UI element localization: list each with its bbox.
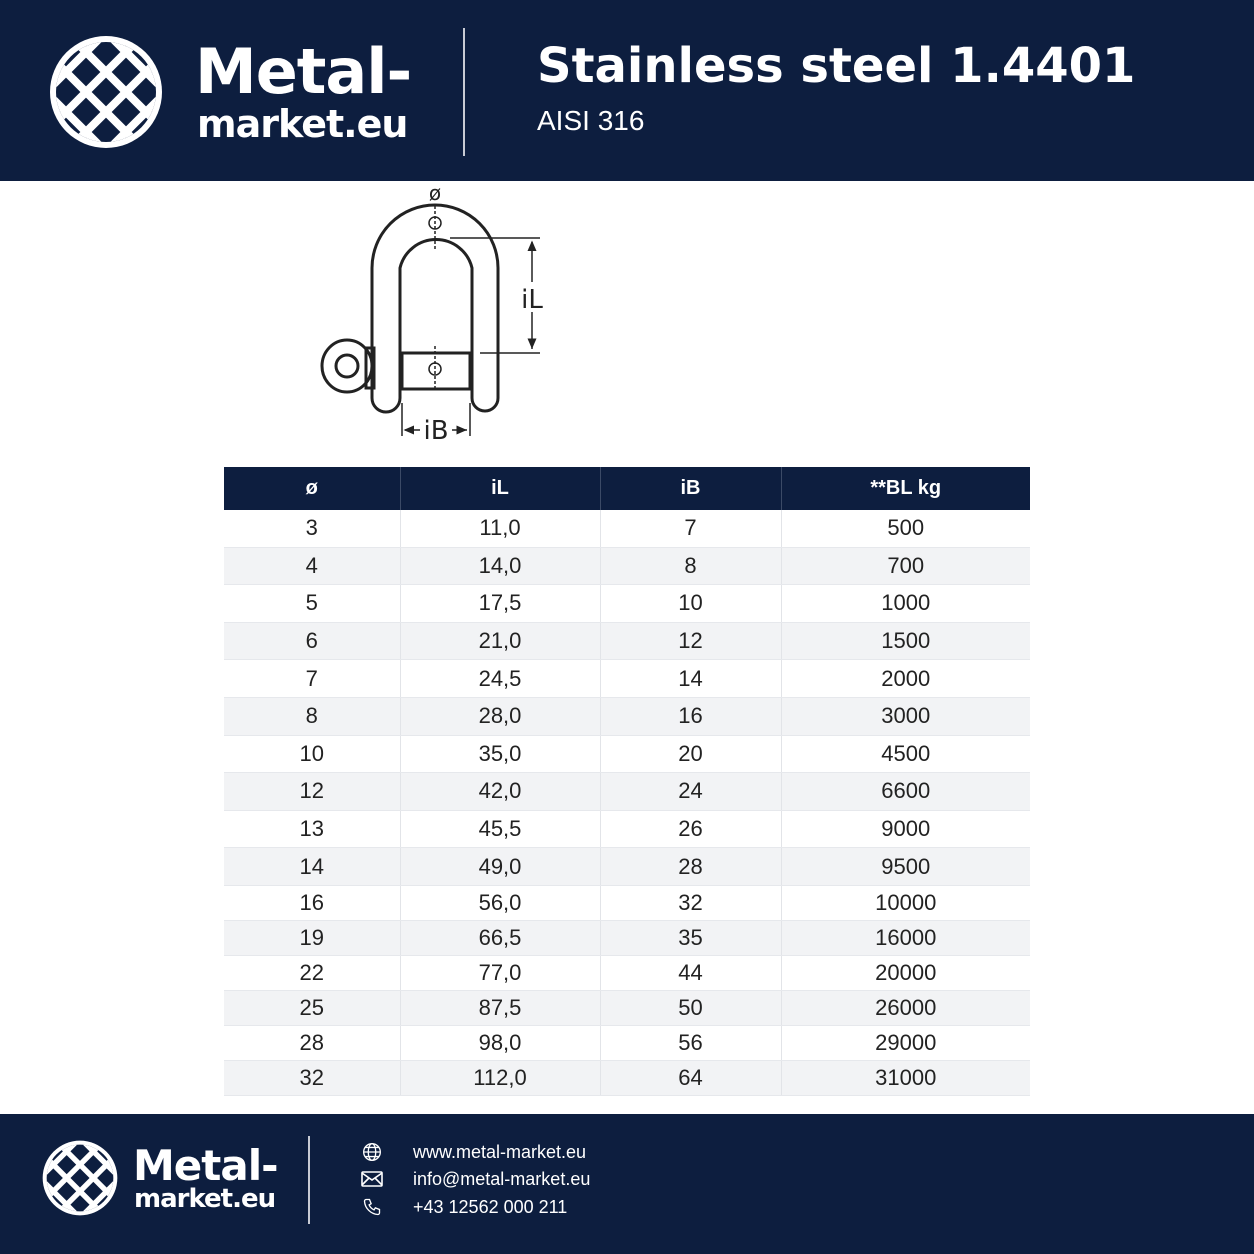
footer-banner [0, 1114, 1254, 1254]
cell-diameter: 4 [224, 547, 400, 585]
cell-inner-length: 14,0 [400, 547, 600, 585]
cell-inner-length: 21,0 [400, 622, 600, 660]
cell-diameter: 8 [224, 697, 400, 735]
cell-inner-width: 7 [600, 510, 781, 547]
cell-diameter: 5 [224, 585, 400, 623]
table-header-row [224, 467, 1030, 510]
table-row [224, 1025, 1030, 1060]
cell-inner-length: 56,0 [400, 885, 600, 920]
cell-diameter: 32 [224, 1060, 400, 1095]
table-row [224, 810, 1030, 848]
cell-breaking-load: 2000 [781, 660, 1030, 698]
cell-inner-length: 42,0 [400, 773, 600, 811]
cell-inner-width: 12 [600, 622, 781, 660]
table-row [224, 547, 1030, 585]
brand-domain: market.eu [197, 102, 408, 146]
page-subtitle: AISI 316 [537, 105, 645, 136]
cell-inner-width: 50 [600, 990, 781, 1025]
cell-breaking-load: 6600 [781, 773, 1030, 811]
cell-inner-length: 11,0 [400, 510, 600, 547]
cell-inner-length: 66,5 [400, 920, 600, 955]
table-row [224, 510, 1030, 547]
cell-diameter: 13 [224, 810, 400, 848]
cell-breaking-load: 500 [781, 510, 1030, 547]
cell-breaking-load: 9000 [781, 810, 1030, 848]
cell-inner-width: 35 [600, 920, 781, 955]
cell-breaking-load: 26000 [781, 990, 1030, 1025]
cell-diameter: 28 [224, 1025, 400, 1060]
mail-icon [360, 1169, 384, 1189]
footer-logo-icon [40, 1138, 120, 1218]
table-row [224, 955, 1030, 990]
cell-breaking-load: 4500 [781, 735, 1030, 773]
website-link[interactable]: www.metal-market.eu [413, 1142, 587, 1162]
table-row [224, 697, 1030, 735]
cell-inner-width: 56 [600, 1025, 781, 1060]
footer-brand-domain: market.eu [134, 1184, 276, 1214]
cell-inner-width: 14 [600, 660, 781, 698]
spec-table [224, 467, 1030, 1096]
cell-breaking-load: 9500 [781, 848, 1030, 886]
cell-diameter: 3 [224, 510, 400, 547]
cell-inner-length: 35,0 [400, 735, 600, 773]
table-row [224, 920, 1030, 955]
footer-divider [308, 1136, 310, 1224]
shackle-diagram [310, 178, 560, 446]
cell-diameter: 7 [224, 660, 400, 698]
cell-inner-length: 28,0 [400, 697, 600, 735]
brand-logo-icon [46, 32, 166, 152]
cell-inner-length: 49,0 [400, 848, 600, 886]
cell-diameter: 14 [224, 848, 400, 886]
cell-inner-length: 112,0 [400, 1060, 600, 1095]
table-row [224, 735, 1030, 773]
cell-diameter: 10 [224, 735, 400, 773]
header-banner [0, 0, 1254, 181]
cell-diameter: 22 [224, 955, 400, 990]
table-row [224, 990, 1030, 1025]
cell-inner-length: 24,5 [400, 660, 600, 698]
email-link[interactable]: info@metal-market.eu [413, 1169, 591, 1189]
cell-inner-width: 8 [600, 547, 781, 585]
cell-diameter: 19 [224, 920, 400, 955]
brand-name: Metal- [195, 35, 412, 108]
inner-width-label: iB [423, 416, 449, 446]
cell-diameter: 25 [224, 990, 400, 1025]
diameter-marker [429, 206, 441, 391]
table-row [224, 848, 1030, 886]
phone-icon [360, 1197, 384, 1217]
cell-inner-width: 32 [600, 885, 781, 920]
cell-inner-length: 77,0 [400, 955, 600, 990]
cell-breaking-load: 1000 [781, 585, 1030, 623]
cell-breaking-load: 1500 [781, 622, 1030, 660]
column-header-inner-width: iB [600, 467, 781, 510]
cell-breaking-load: 700 [781, 547, 1030, 585]
table-row [224, 885, 1030, 920]
column-header-breaking-load: **BL kg [781, 467, 1030, 510]
shackle-outline [322, 205, 498, 412]
cell-breaking-load: 10000 [781, 885, 1030, 920]
table-row [224, 660, 1030, 698]
cell-inner-length: 17,5 [400, 585, 600, 623]
cell-breaking-load: 29000 [781, 1025, 1030, 1060]
cell-breaking-load: 31000 [781, 1060, 1030, 1095]
table-row [224, 622, 1030, 660]
cell-inner-width: 16 [600, 697, 781, 735]
cell-inner-width: 26 [600, 810, 781, 848]
cell-inner-width: 24 [600, 773, 781, 811]
cell-diameter: 6 [224, 622, 400, 660]
cell-inner-length: 98,0 [400, 1025, 600, 1060]
phone-link[interactable]: +43 12562 000 211 [413, 1197, 568, 1217]
cell-inner-length: 87,5 [400, 990, 600, 1025]
cell-inner-width: 10 [600, 585, 781, 623]
column-header-inner-length: iL [400, 467, 600, 510]
table-row [224, 585, 1030, 623]
table-row [224, 1060, 1030, 1095]
column-header-diameter: ø [224, 467, 400, 510]
cell-diameter: 12 [224, 773, 400, 811]
cell-inner-width: 64 [600, 1060, 781, 1095]
cell-diameter: 16 [224, 885, 400, 920]
footer-brand-name: Metal- [133, 1141, 278, 1190]
cell-breaking-load: 16000 [781, 920, 1030, 955]
cell-inner-width: 28 [600, 848, 781, 886]
inner-length-label: iL [521, 285, 543, 315]
cell-breaking-load: 20000 [781, 955, 1030, 990]
cell-inner-width: 20 [600, 735, 781, 773]
header-divider [463, 28, 465, 156]
table-row [224, 773, 1030, 811]
cell-breaking-load: 3000 [781, 697, 1030, 735]
globe-icon [360, 1142, 384, 1162]
diameter-label: ø [428, 181, 442, 205]
page-title: Stainless steel 1.4401 [537, 38, 1136, 94]
cell-inner-width: 44 [600, 955, 781, 990]
cell-inner-length: 45,5 [400, 810, 600, 848]
